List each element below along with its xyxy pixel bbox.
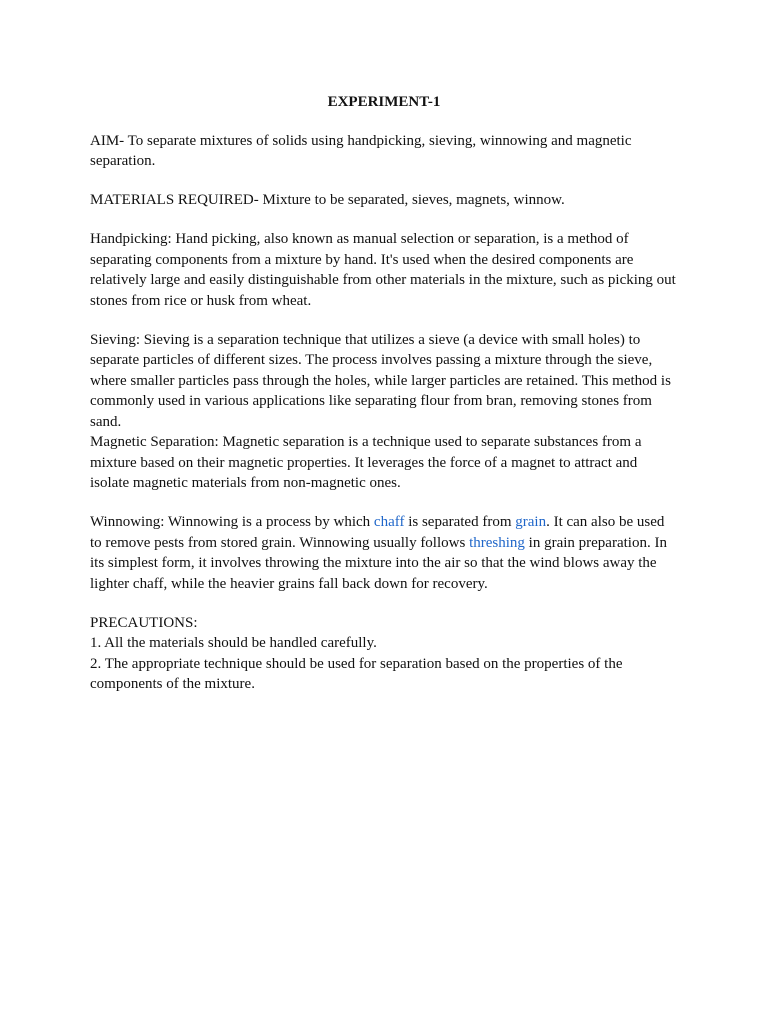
winnowing-text-3: . It can also be used to remove pests from stored grain. Winnowing usually follows <box>90 514 665 551</box>
materials-paragraph: MATERIALS REQUIRED- Mixture to be separated, sieves, magnets, winnow. <box>90 192 565 208</box>
threshing-link[interactable]: threshing <box>469 534 525 551</box>
magnetic-separation-paragraph: Magnetic Separation: Magnetic separation is a technique used to separate substances from a mixture based on their magnetic properties. It leverages the force of a magnet to attract and isolate magnetic materials from non-magnetic ones. <box>90 434 642 491</box>
winnowing-text-2: is separated from <box>404 514 516 530</box>
grain-link[interactable]: grain <box>515 514 547 530</box>
sieving-paragraph: Sieving: Sieving is a separation technique that utilizes a sieve (a device with small holes) to separate particles of different sizes. The process involves passing a mixture through the sieve, where smaller particles pass through the holes, while larger particles are retained. This method is commonly used in various applications like separating flour from bran, removing stones from sand. <box>90 331 671 430</box>
winnowing-text-1: Winnowing: Winnowing is a process by which <box>90 514 374 530</box>
document-title: EXPERIMENT-1 <box>327 94 441 110</box>
precaution-item-1: 1. All the materials should be handled carefully. <box>90 635 377 651</box>
winnowing-paragraph <box>90 512 678 594</box>
precaution-item-2: 2. The appropriate technique should be used for separation based on the properties of the components of the mixture. <box>90 655 623 692</box>
precautions-heading: PRECAUTIONS: <box>90 614 198 631</box>
aim-paragraph: AIM- To separate mixtures of solids using handpicking, sieving, winnowing and magnetic separation. <box>90 132 632 169</box>
handpicking-paragraph: Handpicking: Hand picking, also known as manual selection or separation, is a method of separating components from a mixture by hand. It's used when the desired components are relatively large and easily distinguishable from other materials in the mixture, such as picking out stones from rice or husk from wheat. <box>90 231 676 309</box>
document-page <box>90 92 678 695</box>
chaff-link[interactable]: chaff <box>373 514 405 530</box>
winnowing-text-4: in grain preparation. In its simplest form, it involves throwing the mixture into the air so that the wind blows away the lighter chaff, while the heavier grains fall back down for recovery. <box>90 534 667 592</box>
